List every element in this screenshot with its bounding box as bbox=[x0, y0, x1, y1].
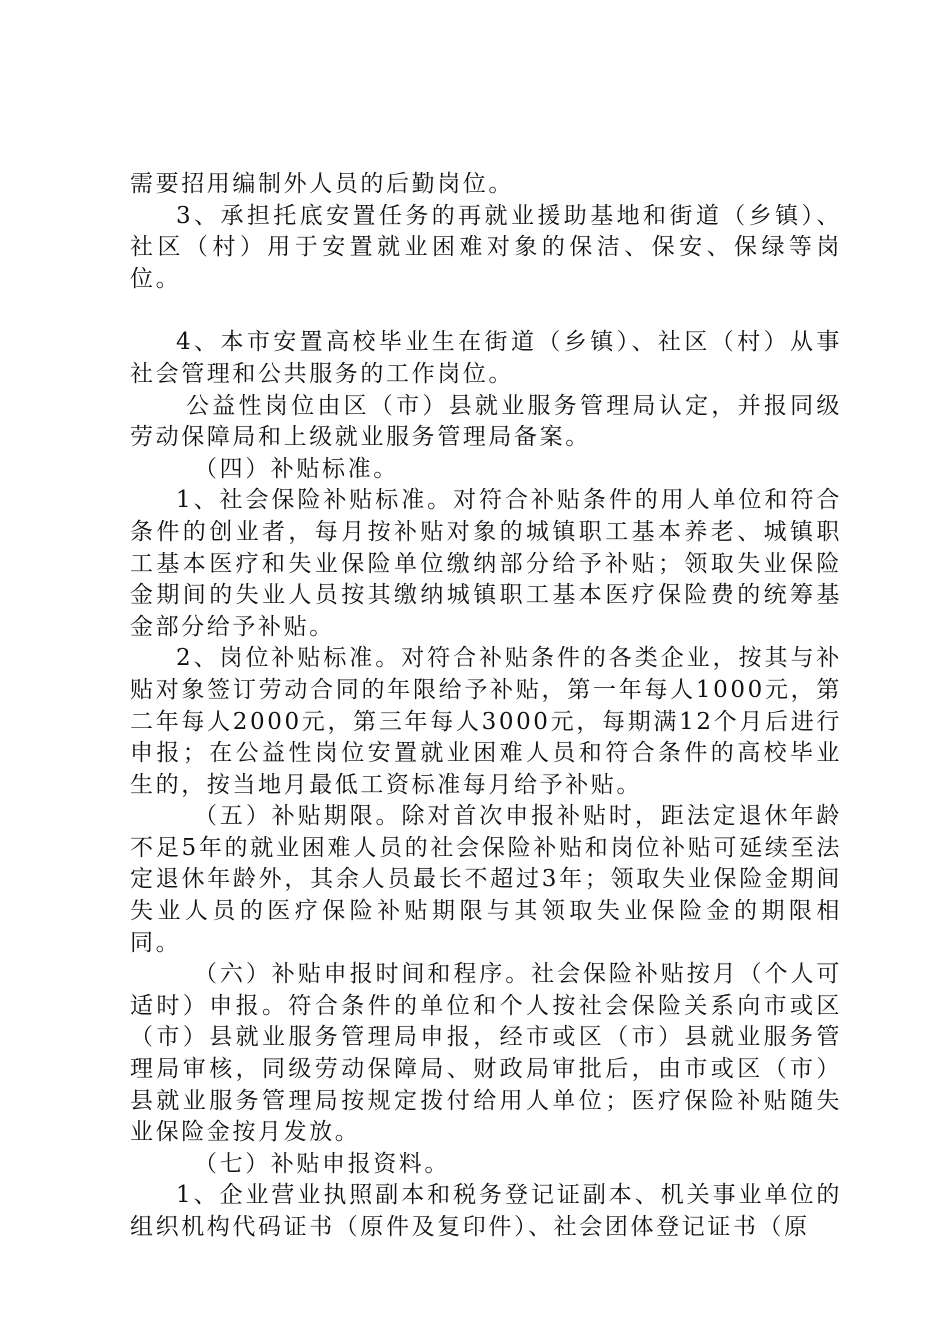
paragraph-subsidy-period: （五）补贴期限。除对首次申报补贴时，距法定退休年龄不足5年的就业困难人员的社会保险补贴和岗位补贴可延续至法定退休年龄外，其余人员最长不超过3年；领取失业保险金期间失业人员的医疗保险补贴期限与其领取失业保险金的期限相同。 bbox=[130, 803, 842, 956]
heading-application-materials: （七）补贴申报资料。 bbox=[194, 1150, 450, 1177]
heading-subsidy-standard: （四）补贴标准。 bbox=[194, 455, 399, 482]
document-body bbox=[130, 169, 842, 1244]
paragraph-spacer bbox=[130, 295, 842, 327]
paragraph-post-subsidy-standard: 2、岗位补贴标准。对符合补贴条件的各类企业，按其与补贴对象签订劳动合同的年限给予补贴，第一年每人1000元，第二年每人2000元，第三年每人3000元，每期满12个月后进行申报；在公益性岗位安置就业困难人员和符合条件的高校毕业生的，按当地月最低工资标准每月给予补贴。 bbox=[130, 645, 842, 798]
paragraph-social-insurance-standard: 1、社会保险补贴标准。对符合补贴条件的用人单位和符合条件的创业者，每月按补贴对象的城镇职工基本养老、城镇职工基本医疗和失业保险单位缴纳部分给予补贴；领取失业保险金期间的失业人员按其缴纳城镇职工基本医疗保险费的统筹基金部分给予补贴。 bbox=[130, 487, 842, 640]
paragraph-continuation: 需要招用编制外人员的后勤岗位。 bbox=[130, 171, 514, 197]
paragraph-materials-item-1: 1、企业营业执照副本和税务登记证副本、机关事业单位的组织机构代码证书（原件及复印件）、社会团体登记证书（原 bbox=[130, 1182, 842, 1240]
paragraph-item-3: 3、承担托底安置任务的再就业援助基地和街道（乡镇）、社区（村）用于安置就业困难对象的保洁、保安、保绿等岗位。 bbox=[130, 202, 842, 292]
paragraph-application-procedure: （六）补贴申报时间和程序。社会保险补贴按月（个人可适时）申报。符合条件的单位和个人按社会保险关系向市或区（市）县就业服务管理局申报，经市或区（市）县就业服务管理局审核，同级劳动保障局、财政局审批后，由市或区（市）县就业服务管理局按规定拨付给用人单位；医疗保险补贴随失业保险金按月发放。 bbox=[130, 961, 842, 1146]
paragraph-item-4: 4、本市安置高校毕业生在街道（乡镇）、社区（村）从事社会管理和公共服务的工作岗位。 bbox=[130, 329, 842, 387]
paragraph-public-welfare: 公益性岗位由区（市）县就业服务管理局认定，并报同级劳动保障局和上级就业服务管理局备案。 bbox=[130, 392, 842, 451]
